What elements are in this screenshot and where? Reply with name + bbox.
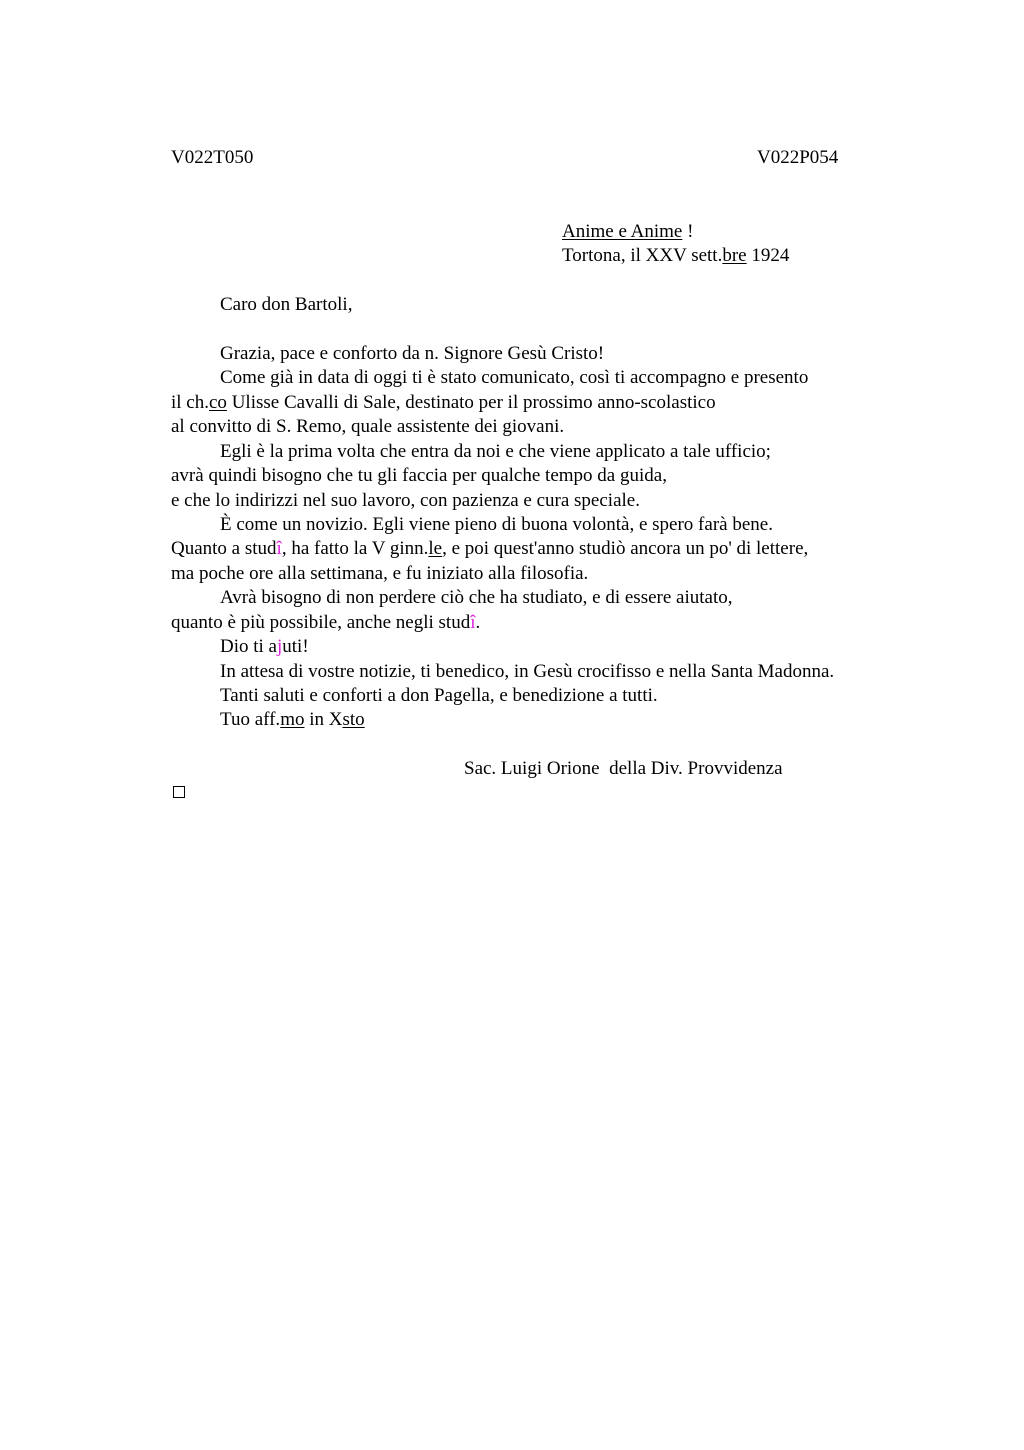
body-line: Quanto a studî, ha fatto la V ginn.le, e poi quest'anno studiò ancora un po' di lettere, [171, 538, 809, 559]
body-line: avrà quindi bisogno che tu gli faccia per qualche tempo da guida, [171, 465, 667, 486]
highlighted-char: î [276, 538, 282, 559]
body-line: ma poche ore alla settimana, e fu iniziato alla filosofia. [171, 563, 589, 584]
body-line: Dio ti ajuti! [220, 636, 309, 657]
document-code-right: V022P054 [757, 147, 839, 168]
end-marker-box [173, 786, 185, 798]
body-line: È come un novizio. Egli viene pieno di buona volontà, e spero farà bene. [220, 514, 773, 535]
signature: Sac. Luigi Orione della Div. Provvidenza [464, 758, 783, 779]
body-line: quanto è più possibile, anche negli studî. [171, 612, 481, 633]
date-prefix: Tortona, il XXV sett. [562, 245, 723, 266]
highlighted-char: î [470, 612, 476, 633]
body-line: Egli è la prima volta che entra da noi e che viene applicato a tale ufficio; [220, 441, 771, 462]
motto-suffix: ! [682, 221, 694, 242]
motto-text: Anime e Anime [562, 221, 683, 242]
salutation: Caro don Bartoli, [220, 294, 353, 315]
body-line: e che lo indirizzi nel suo lavoro, con pazienza e cura speciale. [171, 490, 640, 511]
body-line: il ch.co Ulisse Cavalli di Sale, destinato per il prossimo anno-scolastico [171, 392, 716, 413]
motto [562, 220, 693, 244]
body-line: Tanti saluti e conforti a don Pagella, e benedizione a tutti. [220, 685, 658, 706]
closing-line: Tuo aff.mo in Xsto [220, 709, 365, 730]
document-code-left: V022T050 [171, 147, 254, 168]
body-line: Come già in data di oggi ti è stato comunicato, così ti accompagno e presento [220, 367, 809, 388]
date-year: 1924 [746, 245, 790, 266]
date-line [562, 244, 789, 268]
body-line: Grazia, pace e conforto da n. Signore Gesù Cristo! [220, 343, 605, 364]
body-line: In attesa di vostre notizie, ti benedico, in Gesù crocifisso e nella Santa Madonna. [220, 661, 835, 682]
highlighted-char: j [277, 636, 283, 657]
body-line: Avrà bisogno di non perdere ciò che ha studiato, e di essere aiutato, [220, 587, 733, 608]
body-line: al convitto di S. Remo, quale assistente dei giovani. [171, 416, 565, 437]
date-abbrev: bre [722, 245, 747, 266]
